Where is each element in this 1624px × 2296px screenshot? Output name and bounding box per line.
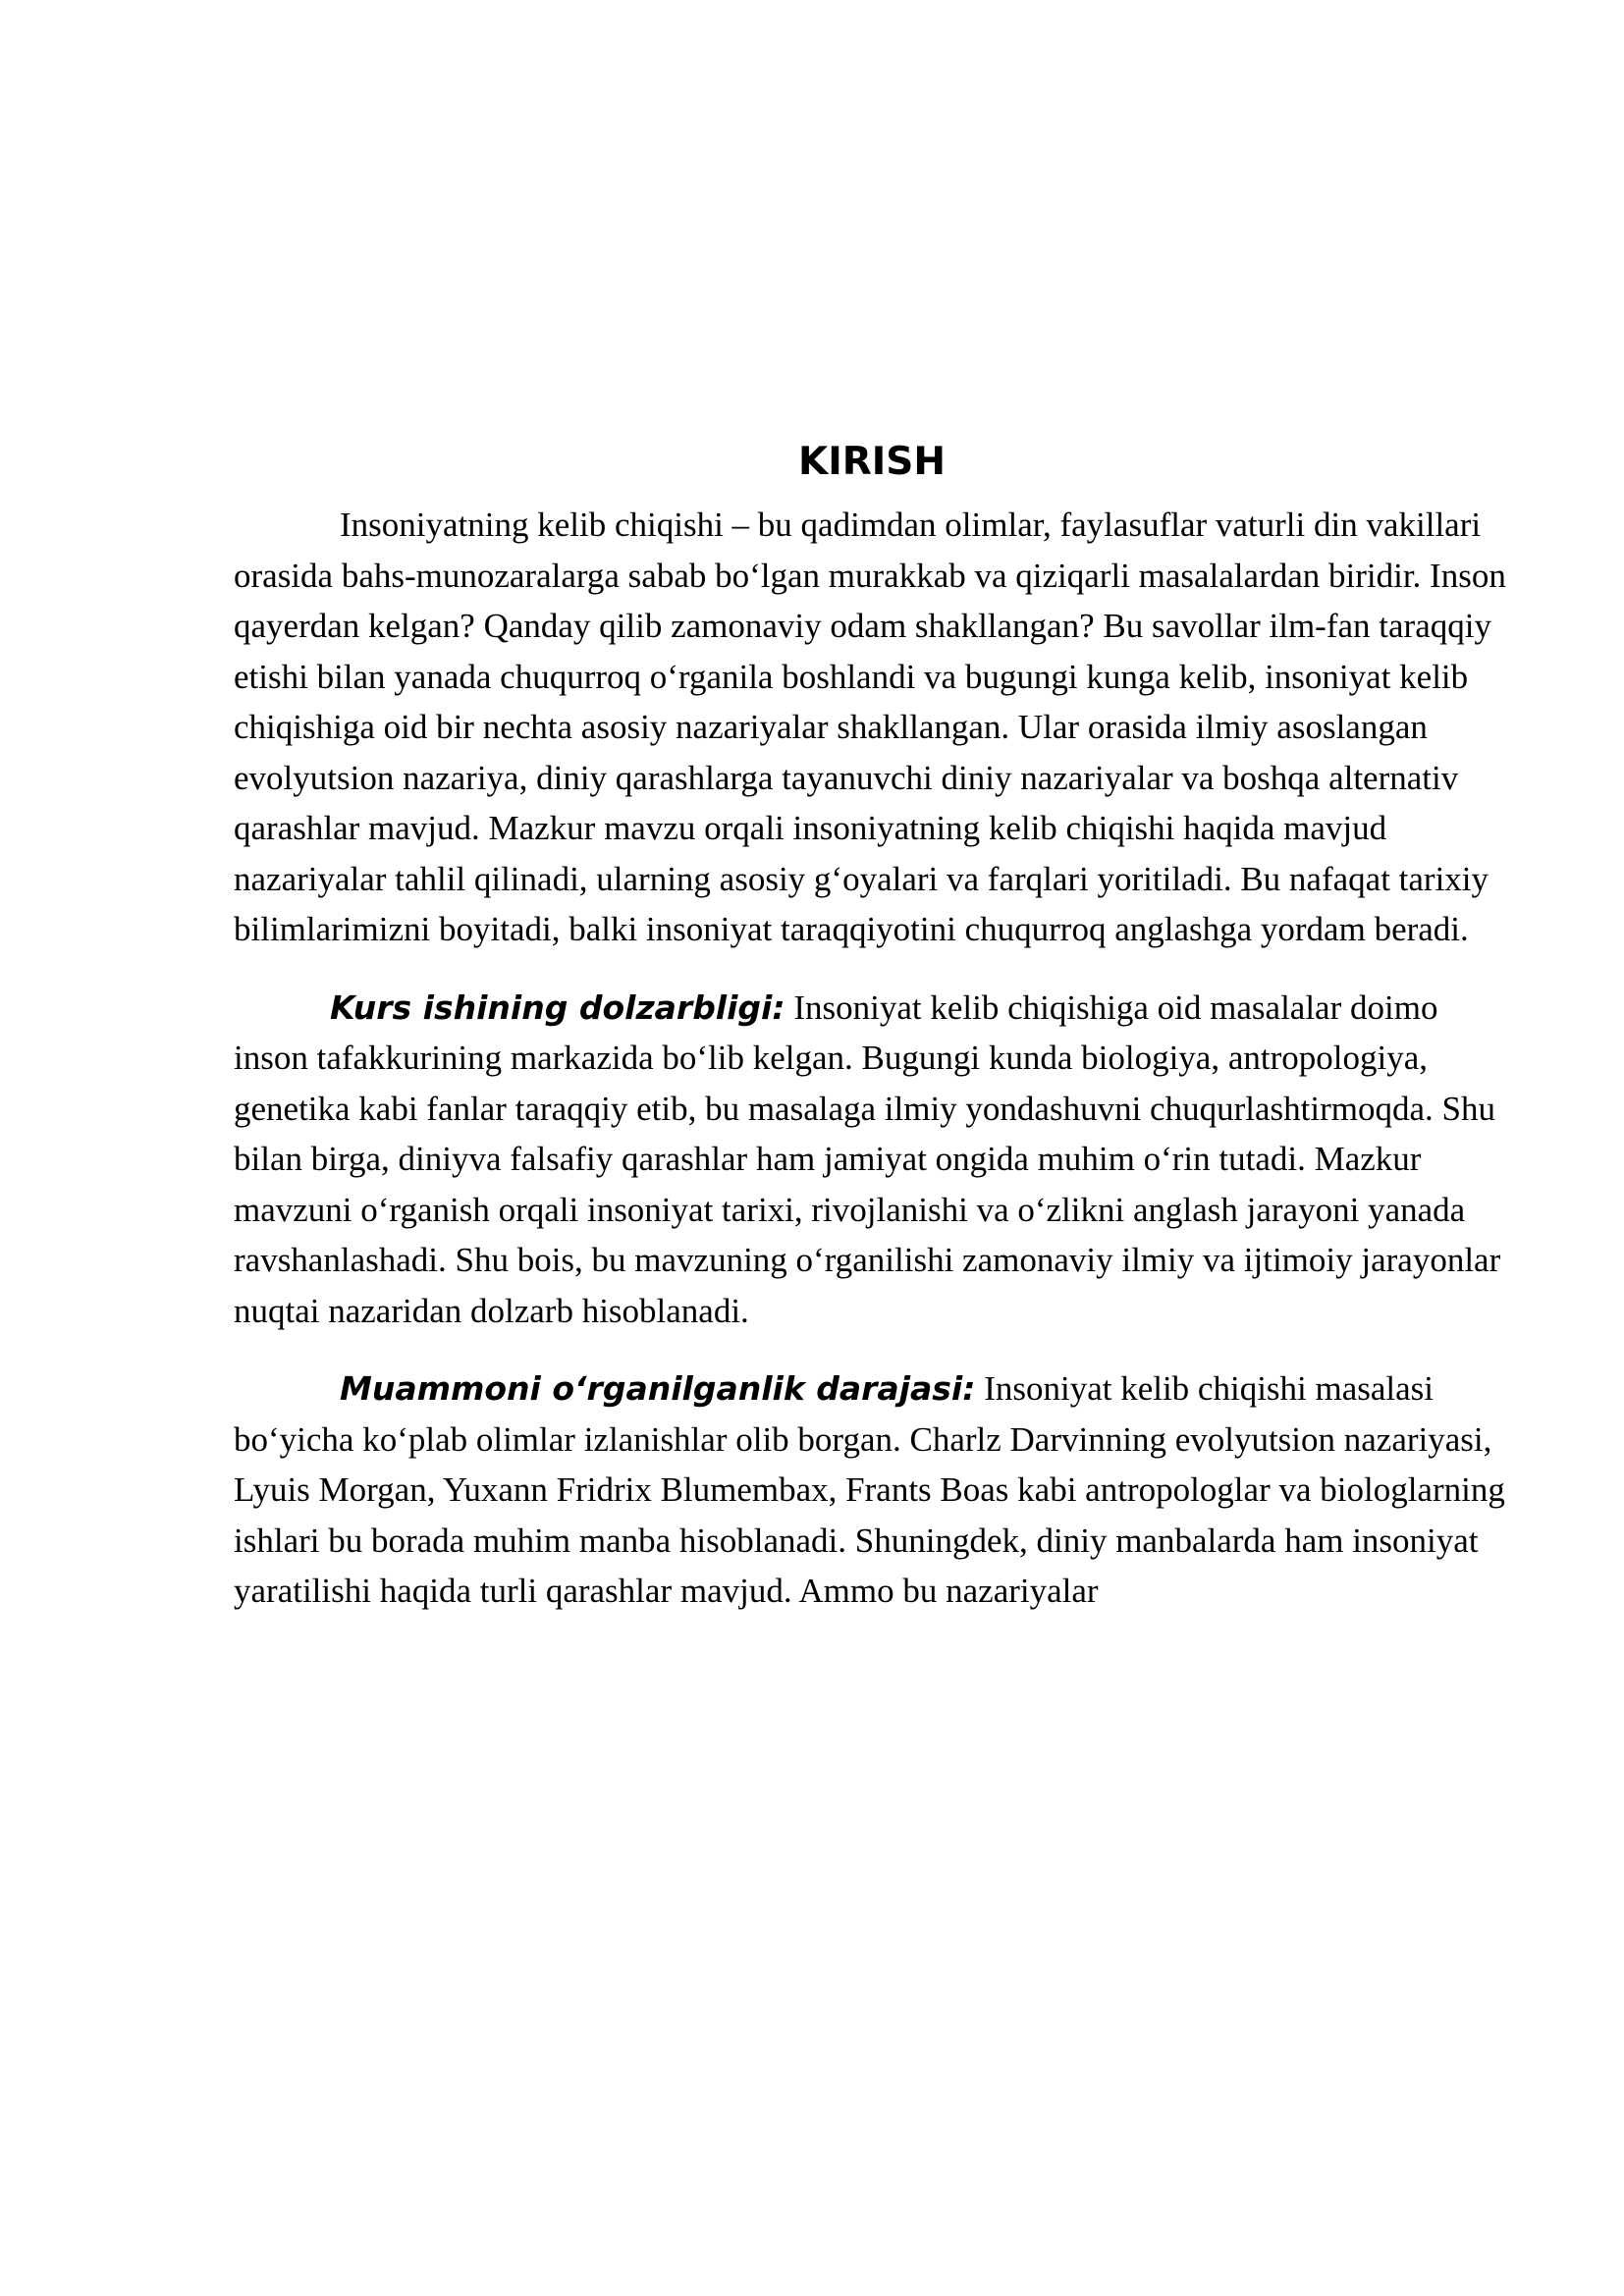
relevance-heading: Kurs ishining dolzarbligi: [330, 988, 785, 1027]
page-title: KIRISH [797, 440, 946, 484]
study-level-heading: Muammoni o‘rganilganlik darajasi: [340, 1369, 976, 1408]
intro-paragraph: Insoniyatning kelib chiqishi – bu qadimdan olimlar, faylasuflar vaturli din vakillari orasida bahs-munozaralarga sabab bo‘lgan murakkab va qiziqarli masalalardan biridir. Inson qayerdan kelgan? Qanday qilib zamonaviy odam shakllangan? Bu savollar ilm-fan taraqqiy etishi bilan yanada chuqurroq o‘rganila boshlandi va bugungi kunga kelib, insoniyat kelib chiqishiga oid bir nechta asosiy nazariyalar shakllangan. Ular orasida ilmiy asoslangan evolyutsion nazariya, diniy qarashlarga tayanuvchi diniy nazariyalar va boshqa alternativ qarashlar mavjud. Mazkur mavzu orqali insoniyatning kelib chiqishi haqida mavjud nazariyalar tahlil qilinadi, ularning asosiy g‘oyalari va farqlari yoritiladi. Bu nafaqat tarixiy bilimlarimizni boyitadi, balki insoniyat taraqqiyotini chuqurroq anglashga yordam beradi. [234, 506, 1506, 948]
study-level-text: Insoniyat kelib chiqishi masalasi bo‘yicha ko‘plab olimlar izlanishlar olib borgan. Charlz Darvinning evolyutsion nazariyasi, Lyuis Morgan, Yuxann Fridrix Blumembax, Frants Boas kabi antropologlar va biologlarning ishlari bu borada muhim manba hisoblanadi. Shuningdek, diniy manbalarda ham insoniyat yaratilishi haqida turli qarashlar mavjud. Ammo bu nazariyalar [234, 1369, 1505, 1610]
relevance-text: Insoniyat kelib chiqishiga oid masalalar doimo inson tafakkurining markazida bo‘lib kelgan. Bugungi kunda biologiya, antropologiya, genetika kabi fanlar taraqqiy etib, bu masalaga ilmiy yondashuvni chuqurlashtirmoqda. Shu bilan birga, diniyva falsafiy qarashlar ham jamiyat ongida muhim o‘rin tutadi. Mazkur mavzuni o‘rganish orqali insoniyat tarixi, rivojlanishi va o‘zlikni anglash jarayoni yanada ravshanlashadi. Shu bois, bu mavzuning o‘rganilishi zamonaviy ilmiy va ijtimoiy jarayonlar nuqtai nazaridan dolzarb hisoblanadi. [234, 988, 1501, 1330]
study-level-paragraph [234, 1363, 1510, 1617]
relevance-paragraph [234, 983, 1510, 1337]
document-body [234, 435, 1510, 1617]
